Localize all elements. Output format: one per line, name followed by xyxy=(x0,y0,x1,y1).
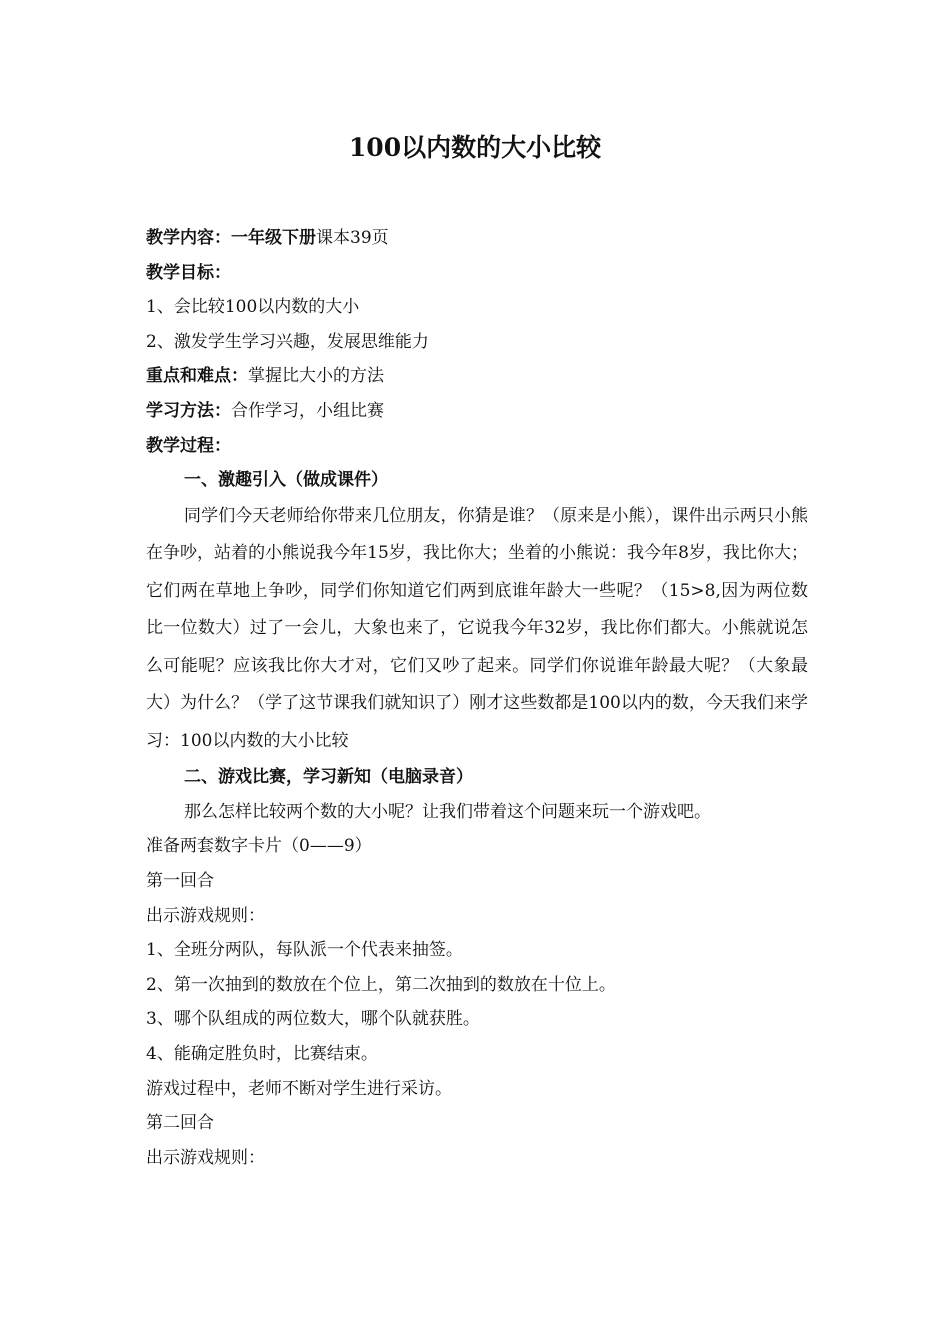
rule-item: 2、第一次抽到的数放在个位上，第二次抽到的数放在十位上。 xyxy=(146,974,616,995)
rule-item: 3、哪个队组成的两位数大，哪个队就获胜。 xyxy=(146,1009,480,1030)
teaching-goal-item: 1、会比较100以内数的大小 xyxy=(146,297,360,318)
interview-line: 游戏过程中，老师不断对学生进行采访。 xyxy=(146,1078,452,1099)
key-points-value: 掌握比大小的方法 xyxy=(248,366,384,387)
section2-intro: 那么怎样比较两个数的大小呢？让我们带着这个问题来玩一个游戏吧。 xyxy=(184,801,711,822)
round2-label: 第二回合 xyxy=(146,1113,214,1134)
rule-item: 1、全班分两队，每队派一个代表来抽签。 xyxy=(146,940,463,961)
teaching-goal-item: 2、激发学生学习兴趣，发展思维能力 xyxy=(146,331,429,352)
process-label: 教学过程： xyxy=(146,435,231,456)
section1-heading: 一、激趣引入（做成课件） xyxy=(184,470,388,491)
study-method-value: 合作学习，小组比赛 xyxy=(231,400,384,421)
teaching-goals-label: 教学目标： xyxy=(146,262,231,283)
section1-paragraph: 同学们今天老师给你带来几位朋友，你猜是谁？（原来是小熊），课件出示两只小熊在争吵，站着的小熊说我今年15岁，我比你大；坐着的小熊说：我今年8岁，我比你大；它们两在草地上争吵，同学们你知道它们两到底谁年龄大一些呢？（15>8,因为两位数比一位数大）过了一会儿，大象也来了，它说我今年32岁，我比你们都大。小熊就说怎么可能呢？应该我比你大才对，它们又吵了起来。同学们你说谁年龄最大呢？（大象最大）为什么？（学了这节课我们就知识了）刚才这些数都是100以内的数，今天我们来学习：100以内数的大小比较 xyxy=(146,505,808,751)
teaching-content-line xyxy=(146,221,808,256)
key-points-line xyxy=(146,359,808,394)
teaching-content-value: 课本39页 xyxy=(316,228,389,248)
rule-item: 4、能确定胜负时，比赛结束。 xyxy=(146,1044,378,1064)
teaching-content-label: 教学内容： xyxy=(146,228,231,248)
rules-label: 出示游戏规则： xyxy=(146,1147,265,1168)
page-title: 100以内数的大小比较 xyxy=(348,133,602,162)
document-body xyxy=(146,221,808,1175)
section2-heading: 二、游戏比赛，学习新知（电脑录音） xyxy=(184,767,473,788)
rules-label: 出示游戏规则： xyxy=(146,905,265,926)
teaching-content-grade: 一年级下册 xyxy=(231,228,316,248)
key-points-label: 重点和难点： xyxy=(146,366,248,387)
study-method-label: 学习方法： xyxy=(146,400,231,421)
prep-line: 准备两套数字卡片（0——9） xyxy=(146,836,372,857)
study-method-line xyxy=(146,394,808,429)
round1-label: 第一回合 xyxy=(146,871,214,892)
